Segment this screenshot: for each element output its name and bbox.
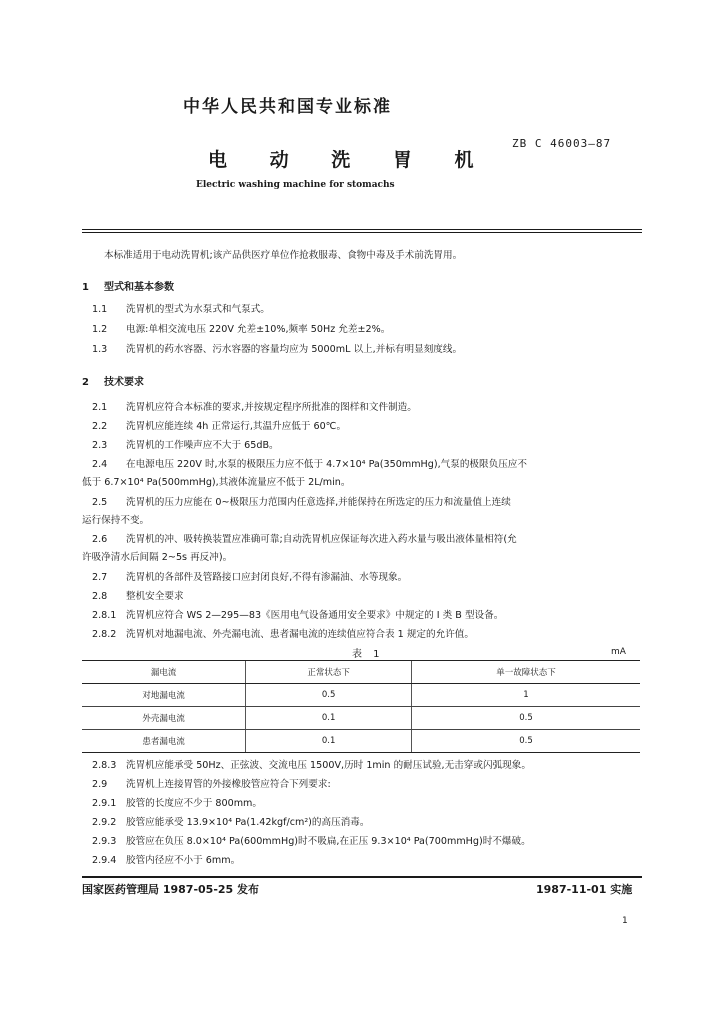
clause-number: 2.1 bbox=[92, 402, 108, 413]
clause-number: 2.9 bbox=[92, 779, 108, 790]
table-caption: 表 1 bbox=[352, 649, 384, 660]
clause-2-9-1 bbox=[92, 798, 262, 810]
clause-text: 整机安全要求 bbox=[126, 591, 184, 602]
page-number: 1 bbox=[622, 916, 628, 926]
clause-number: 1.1 bbox=[92, 304, 108, 315]
issue-date: 国家医药管理局 1987-05-25 发布 bbox=[82, 883, 260, 896]
clause-text: 洗胃机对地漏电流、外壳漏电流、患者漏电流的连续值应符合表 1 规定的允许值。 bbox=[126, 629, 474, 640]
clause-2-8-3 bbox=[92, 760, 531, 772]
clause-number: 1.2 bbox=[92, 324, 108, 335]
clause-number: 2.5 bbox=[92, 497, 108, 508]
clause-text: 胶管的长度应不少于 800mm。 bbox=[126, 798, 262, 809]
clause-number: 2.9.2 bbox=[92, 817, 117, 828]
footer-divider bbox=[82, 876, 642, 878]
clause-text: 洗胃机的型式为水泵式和气泵式。 bbox=[126, 304, 270, 315]
clause-text: 洗胃机应符合本标准的要求,并按规定程序所批准的图样和文件制造。 bbox=[126, 402, 417, 413]
clause-number: 2.8.3 bbox=[92, 760, 117, 771]
clause-number: 2.8.1 bbox=[92, 610, 117, 621]
clause-2-8 bbox=[92, 591, 184, 603]
clause-2-6-continued: 许吸净清水后间隔 2~5s 再反冲)。 bbox=[82, 552, 233, 563]
effective-date: 1987-11-01 实施 bbox=[536, 883, 633, 896]
clause-2-3 bbox=[92, 440, 279, 452]
clause-number: 2.8.2 bbox=[92, 629, 117, 640]
table-header-cell: 正常状态下 bbox=[246, 661, 412, 684]
table-cell: 0.5 bbox=[246, 684, 412, 707]
section-number: 2 bbox=[82, 377, 89, 388]
clause-text: 洗胃机的各部件及管路接口应封闭良好,不得有渗漏油、水等现象。 bbox=[126, 572, 408, 583]
table-row bbox=[82, 707, 640, 730]
clause-2-5-continued: 运行保持不变。 bbox=[82, 515, 150, 526]
clause-2-9-3 bbox=[92, 836, 531, 848]
clause-number: 2.2 bbox=[92, 421, 108, 432]
table-cell: 1 bbox=[411, 684, 640, 707]
clause-text: 胶管应能承受 13.9×10⁴ Pa(1.42kgf/cm²)的高压消毒。 bbox=[126, 817, 370, 828]
clause-number: 1.3 bbox=[92, 344, 108, 355]
table-row bbox=[82, 730, 640, 753]
clause-2-2 bbox=[92, 421, 346, 433]
clause-number: 2.4 bbox=[92, 459, 108, 470]
english-title: Electric washing machine for stomachs bbox=[196, 180, 395, 190]
clause-number: 2.8 bbox=[92, 591, 108, 602]
table-cell: 0.5 bbox=[411, 707, 640, 730]
clause-text: 洗胃机的工作噪声应不大于 65dB。 bbox=[126, 440, 279, 451]
section-title: 技术要求 bbox=[104, 377, 144, 388]
clause-2-7 bbox=[92, 572, 407, 584]
table-header-cell: 漏电流 bbox=[82, 661, 246, 684]
table-cell: 0.1 bbox=[246, 730, 412, 753]
clause-text: 洗胃机的冲、吸转换装置应准确可靠;自动洗胃机应保证每次进入药水量与吸出液体量相符(允 bbox=[126, 534, 517, 545]
clause-2-5 bbox=[92, 497, 511, 509]
section-title: 型式和基本参数 bbox=[104, 282, 174, 293]
clause-number: 2.9.4 bbox=[92, 855, 117, 866]
clause-text: 电源:单相交流电压 220V 允差±10%,频率 50Hz 允差±2%。 bbox=[126, 324, 391, 335]
clause-2-1 bbox=[92, 402, 417, 414]
table-header-row bbox=[82, 661, 640, 684]
header-divider-secondary bbox=[82, 232, 642, 233]
clause-text: 胶管内径应不小于 6mm。 bbox=[126, 855, 241, 866]
clause-text: 胶管应在负压 8.0×10⁴ Pa(600mmHg)时不吸扁,在正压 9.3×10⁴ Pa(700mmHg)时不爆破。 bbox=[126, 836, 531, 847]
intro-paragraph: 本标准适用于电动洗胃机;该产品供医疗单位作抢救服毒、食物中毒及手术前洗胃用。 bbox=[104, 250, 463, 261]
clause-2-9-4 bbox=[92, 855, 240, 867]
clause-number: 2.9.3 bbox=[92, 836, 117, 847]
table-row bbox=[82, 684, 640, 707]
leakage-current-table bbox=[82, 660, 640, 753]
clause-text: 洗胃机应符合 WS 2—295—83《医用电气设备通用安全要求》中规定的 I 类 B 型设备。 bbox=[126, 610, 504, 621]
table-header-cell: 单一故障状态下 bbox=[411, 661, 640, 684]
table-cell: 0.5 bbox=[411, 730, 640, 753]
clause-1-2 bbox=[92, 324, 390, 336]
clause-2-4-continued: 低于 6.7×10⁴ Pa(500mmHg),其液体流量应不低于 2L/min。 bbox=[82, 477, 351, 488]
section-number: 1 bbox=[82, 282, 89, 293]
clause-2-9 bbox=[92, 779, 331, 791]
clause-1-1 bbox=[92, 304, 270, 316]
clause-2-8-1 bbox=[92, 610, 503, 622]
table-cell: 外壳漏电流 bbox=[82, 707, 246, 730]
section-1-heading bbox=[82, 278, 174, 293]
header-divider bbox=[82, 229, 642, 230]
clause-number: 2.9.1 bbox=[92, 798, 117, 809]
table-cell: 对地漏电流 bbox=[82, 684, 246, 707]
clause-2-8-2 bbox=[92, 629, 474, 641]
clause-number: 2.6 bbox=[92, 534, 108, 545]
clause-2-6 bbox=[92, 534, 517, 546]
table-cell: 0.1 bbox=[246, 707, 412, 730]
clause-text: 洗胃机应能连续 4h 正常运行,其温升应低于 60℃。 bbox=[126, 421, 347, 432]
clause-text: 在电源电压 220V 时,水泵的极限压力应不低于 4.7×10⁴ Pa(350mmHg),气泵的极限负压应不 bbox=[126, 459, 527, 470]
clause-text: 洗胃机的压力应能在 0~极限压力范围内任意选择,并能保持在所选定的压力和流量值上连续 bbox=[126, 497, 511, 508]
clause-text: 洗胃机的药水容器、污水容器的容量均应为 5000mL 以上,并标有明显刻度线。 bbox=[126, 344, 463, 355]
section-2-heading bbox=[82, 373, 144, 388]
document-title: 电 动 洗 胃 机 bbox=[208, 149, 492, 171]
clause-text: 洗胃机上连接胃管的外接橡胶管应符合下列要求: bbox=[126, 779, 331, 790]
table-unit: mA bbox=[611, 647, 626, 657]
clause-text: 洗胃机应能承受 50Hz、正弦波、交流电压 1500V,历时 1min 的耐压试验,无击穿或闪弧现象。 bbox=[126, 760, 531, 771]
clause-number: 2.7 bbox=[92, 572, 108, 583]
clause-1-3 bbox=[92, 344, 462, 356]
table-cell: 患者漏电流 bbox=[82, 730, 246, 753]
clause-2-4 bbox=[92, 459, 527, 471]
clause-2-9-2 bbox=[92, 817, 369, 829]
clause-number: 2.3 bbox=[92, 440, 108, 451]
standard-code: ZB C 46003—87 bbox=[512, 137, 612, 150]
issuing-authority-heading: 中华人民共和国专业标准 bbox=[183, 97, 392, 117]
